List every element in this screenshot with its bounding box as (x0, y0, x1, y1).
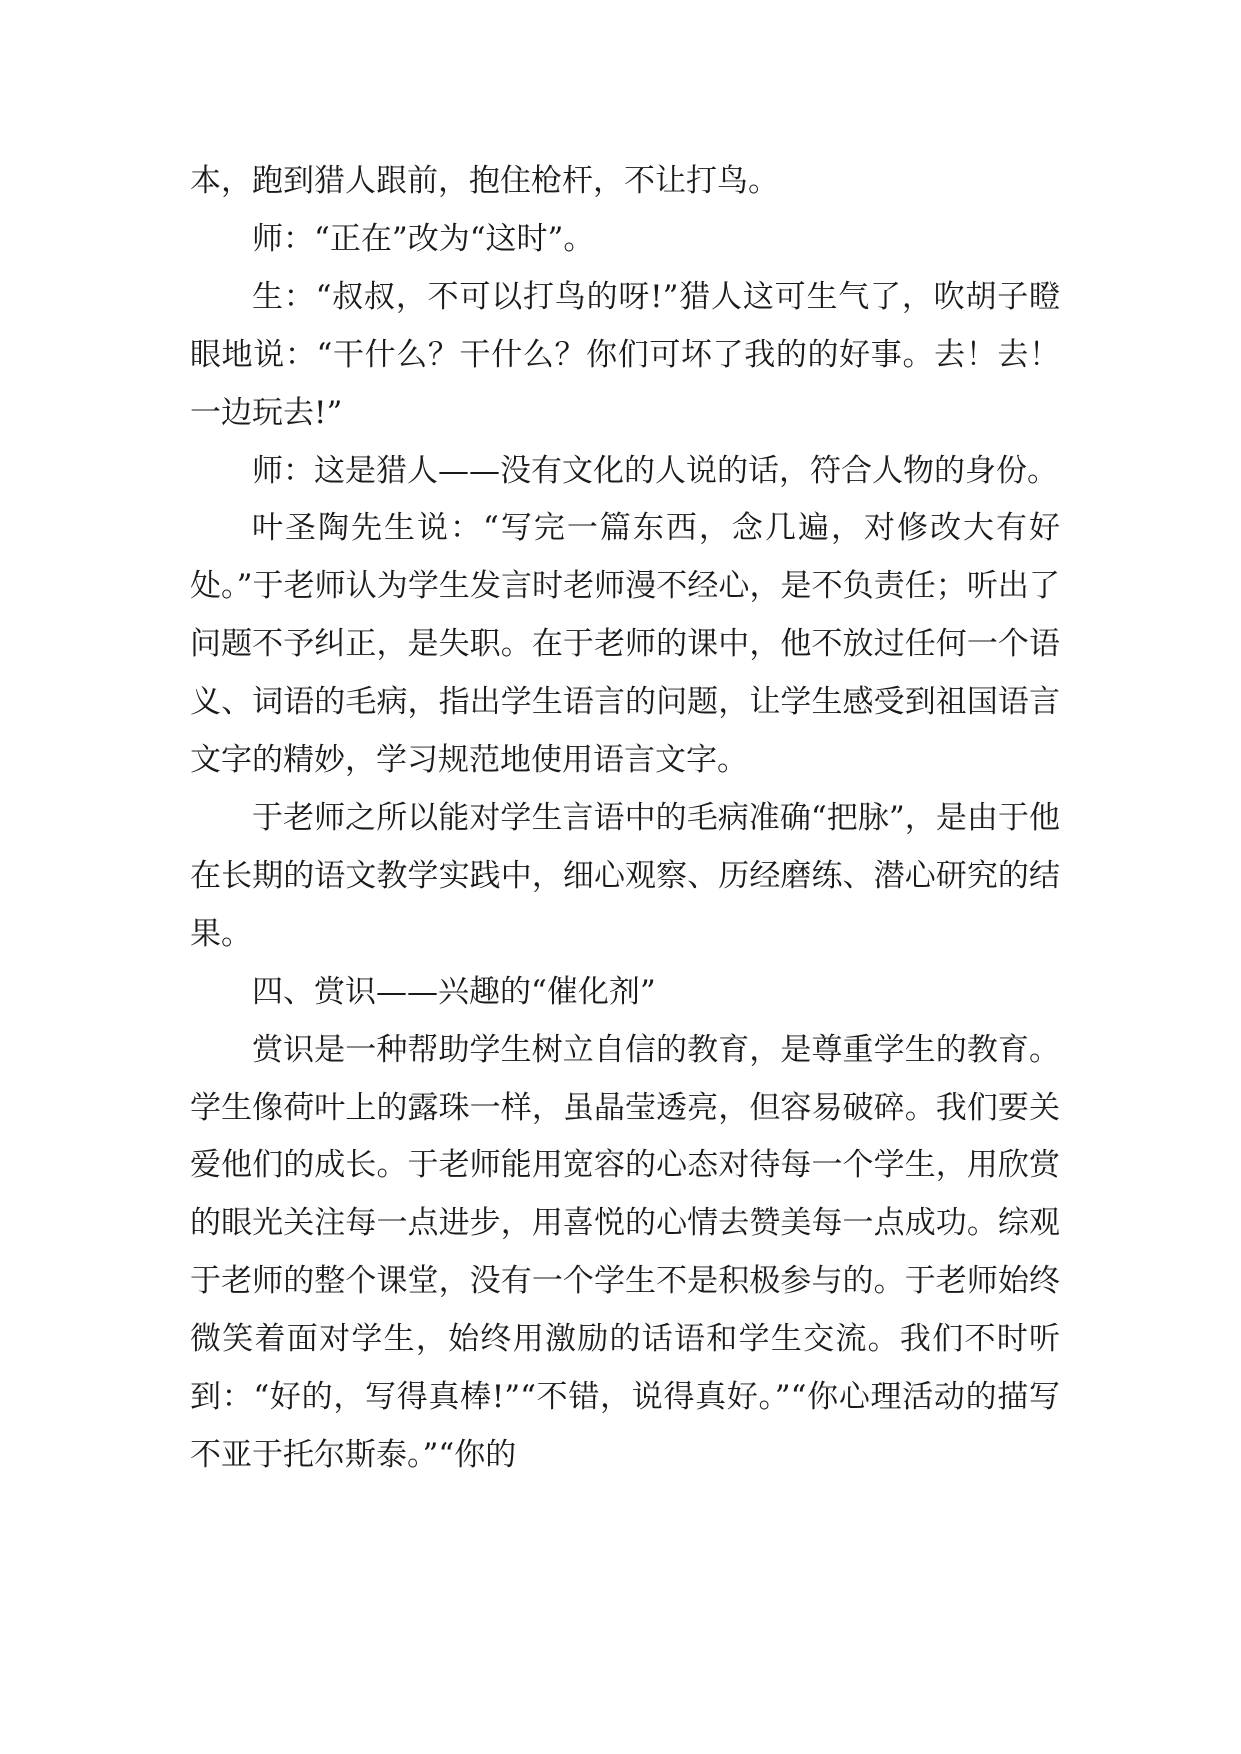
paragraph-appreciation-education: 赏识是一种帮助学生树立自信的教育，是尊重学生的教育。学生像荷叶上的露珠一样，虽晶莹透亮，但容易破碎。我们要关爱他们的成长。于老师能用宽容的心态对待每一个学生，用欣赏的眼光关注每一点进步，用喜悦的心情去赞美每一点成功。综观于老师的整个课堂，没有一个学生不是积极参与的。于老师始终微笑着面对学生，始终用激励的话语和学生交流。我们不时听到：“好的，写得真棒!”“不错，说得真好。”“你心理活动的描写不亚于托尔斯泰。”“你的 (190, 1031, 1060, 1473)
document-body (190, 153, 1060, 1485)
paragraph-teacher-comment: 师：这是猎人——没有文化的人说的话，符合人物的身份。 (252, 452, 1058, 489)
paragraph-continuation: 本，跑到猎人跟前，抱住枪杆，不让打鸟。 (190, 163, 779, 199)
paragraph-ye-shengtao-quote: 叶圣陶先生说：“写完一篇东西，念几遍，对修改大有好处。”于老师认为学生发言时老师漫不经心，是不负责任；听出了问题不予纠正，是失职。在于老师的课中，他不放过任何一个语义、词语的毛病，指出学生语言的问题，让学生感受到祖国语言文字的精妙，学习规范地使用语言文字。 (190, 510, 1060, 779)
section-heading-appreciation: 四、赏识——兴趣的“催化剂” (252, 973, 656, 1010)
paragraph-diagnosis: 于老师之所以能对学生言语中的毛病准确“把脉”，是由于他在长期的语文教学实践中，细心观察、历经磨练、潜心研究的结果。 (190, 799, 1060, 952)
paragraph-teacher-correction: 师：“正在”改为“这时”。 (252, 220, 595, 257)
paragraph-student-dialogue: 生：“叔叔，不可以打鸟的呀!”猎人这可生气了，吹胡子瞪眼地说：“干什么？干什么？你们可坏了我的的好事。去！去！一边玩去!” (190, 278, 1060, 431)
